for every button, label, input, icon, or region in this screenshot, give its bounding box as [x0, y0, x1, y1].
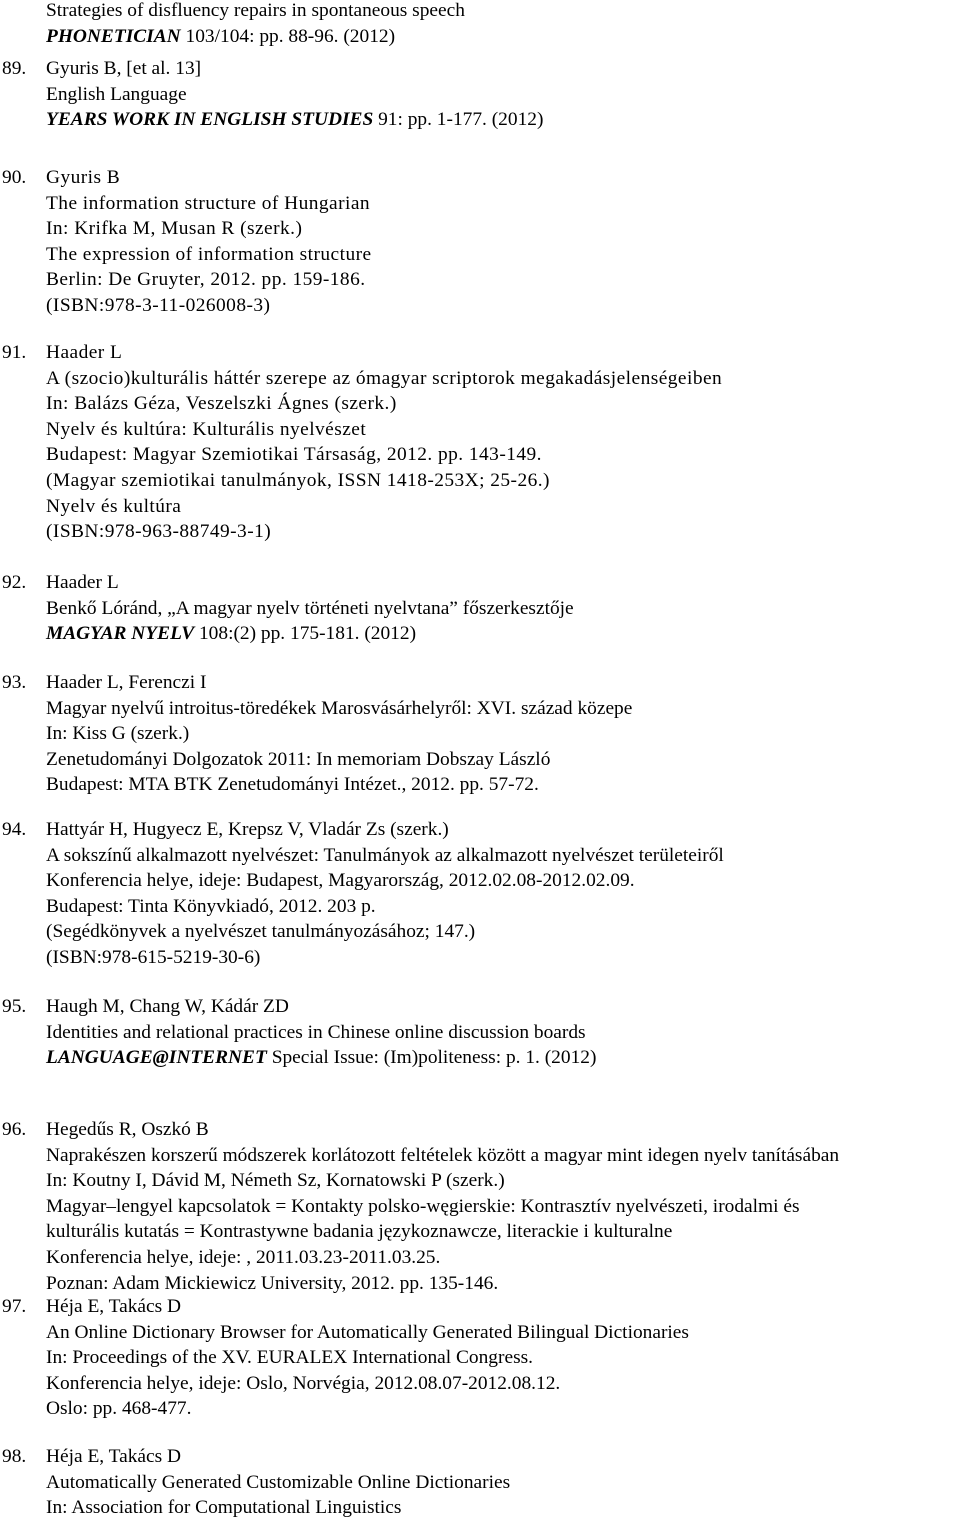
entry-text: Haugh M, Chang W, Kádár ZD [46, 996, 289, 1017]
entry-line [46, 340, 122, 365]
entry-line [46, 24, 395, 49]
entry-line [46, 468, 550, 493]
entry-line [46, 894, 376, 919]
entry-line [46, 1117, 209, 1142]
entry-text: (Magyar szemiotikai tanulmányok, ISSN 1418-253X; 25-26.) [46, 470, 550, 491]
entry-line [46, 670, 206, 695]
entry-text: Special Issue: (Im)politeness: p. 1. (2012) [266, 1047, 597, 1069]
entry-line [46, 1045, 596, 1070]
entry-line [46, 519, 271, 544]
entry-text: Nyelv és kultúra [46, 495, 182, 517]
entry-number: 89. [2, 58, 27, 79]
entry-text: Magyar–lengyel kapcsolatok = Kontakty polsko-węgierskie: Kontrasztív nyelvészeti, irodalmi és [46, 1195, 800, 1217]
journal-title: LANGUAGE@INTERNET [46, 1047, 267, 1069]
entry-text: kulturális kutatás = Kontrastywne badania językoznawcze, literackie i kulturalne [46, 1221, 673, 1243]
entry-line [46, 945, 260, 970]
entry-text: In: Koutny I, Dávid M, Németh Sz, Kornatowski P (szerk.) [46, 1170, 505, 1192]
entry-line [46, 267, 366, 292]
entry-line [46, 1345, 533, 1370]
entry-line [46, 747, 550, 772]
entry-line [46, 596, 574, 621]
entry-line [46, 1371, 560, 1396]
entry-text: Konferencia helye, ideje: Budapest, Magyarország, 2012.02.08-2012.02.09. [46, 870, 635, 892]
entry-text: A sokszínű alkalmazott nyelvészet: Tanulmányok az alkalmazott nyelvészet területeiről [46, 844, 724, 866]
entry-text: An Online Dictionary Browser for Automatically Generated Bilingual Dictionaries [46, 1321, 689, 1343]
entry-text: In: Kiss G (szerk.) [46, 723, 190, 745]
entry-line [46, 621, 416, 646]
entry-line [46, 1396, 191, 1421]
entry-text: English Language [46, 83, 187, 105]
entry-text: (Segédkönyvek a nyelvészet tanulmányozásához; 147.) [46, 921, 476, 943]
entry-text: In: Proceedings of the XV. EURALEX International Congress. [46, 1347, 534, 1369]
entry-line [46, 868, 635, 893]
entry-line [46, 56, 201, 81]
entry-line [46, 1219, 672, 1244]
entry-line [46, 1143, 839, 1168]
journal-title: YEARS WORK IN ENGLISH STUDIES [46, 109, 374, 131]
entry-text: Automatically Generated Customizable Online Dictionaries [46, 1471, 511, 1493]
entry-line [46, 216, 302, 241]
entry-text: The expression of information structure [46, 243, 372, 265]
entry-number: 98. [2, 1446, 27, 1467]
entry-number: 94. [2, 819, 27, 840]
entry-text: In: Balázs Géza, Veszelszki Ágnes (szerk.) [46, 393, 397, 415]
entry-text: The information structure of Hungarian [46, 192, 371, 214]
entry-line [46, 165, 120, 190]
entry-text: Budapest: MTA BTK Zenetudományi Intézet., 2012. pp. 57-72. [46, 774, 539, 796]
entry-text: Strategies of disfluency repairs in spontaneous speech [46, 0, 465, 21]
entry-text: 108:(2) pp. 175-181. (2012) [194, 623, 417, 645]
entry-text: 103/104: pp. 88-96. (2012) [180, 25, 396, 47]
entry-text: Hattyár H, Hugyecz E, Krepsz V, Vladár Zs (szerk.) [46, 819, 449, 840]
entry-line [46, 391, 397, 416]
entry-line [46, 570, 119, 595]
entry-text: (ISBN:978-3-11-026008-3) [46, 295, 271, 316]
entry-text: In: Association for Computational Linguistics [46, 1497, 402, 1519]
entry-line [46, 1495, 401, 1520]
entry-text: Haader L, Ferenczi I [46, 672, 207, 693]
entry-text: Benkő Lóránd, „A magyar nyelv történeti nyelvtana” főszerkesztője [46, 597, 574, 619]
entry-line [46, 0, 465, 23]
entry-line [46, 772, 539, 797]
entry-line [46, 817, 449, 842]
entry-number: 92. [2, 572, 27, 593]
entry-text: Hegedűs R, Oszkó B [46, 1119, 209, 1140]
entry-line [46, 1020, 586, 1045]
entry-line [46, 1320, 689, 1345]
entry-text: Gyuris B, [et al. 13] [46, 58, 202, 79]
entry-text: Haader L [46, 572, 119, 593]
entry-number: 97. [2, 1296, 27, 1317]
entry-text: Poznan: Adam Mickiewicz University, 2012. pp. 135-146. [46, 1272, 499, 1294]
entry-line [46, 1271, 498, 1296]
entry-line [46, 242, 372, 267]
entry-number: 96. [2, 1119, 27, 1140]
entry-line [46, 107, 543, 132]
entry-line [46, 494, 181, 519]
entry-text: (ISBN:978-963-88749-3-1) [46, 521, 272, 543]
entry-line [46, 417, 366, 442]
entry-number: 93. [2, 672, 27, 693]
entry-text: Nyelv és kultúra: Kulturális nyelvészet [46, 418, 367, 440]
entry-text: (ISBN:978-615-5219-30-6) [46, 947, 261, 968]
entry-text: Oslo: pp. 468-477. [46, 1398, 192, 1420]
entry-text: Berlin: De Gruyter, 2012. pp. 159-186. [46, 269, 366, 291]
entry-text: Héja E, Takács D [46, 1296, 182, 1317]
entry-line [46, 994, 289, 1019]
entry-text: Konferencia helye, ideje: , 2011.03.23-2011.03.25. [46, 1247, 441, 1268]
entry-number: 95. [2, 996, 27, 1017]
entry-text: Identities and relational practices in Chinese online discussion boards [46, 1021, 586, 1043]
entry-text: Konferencia helye, ideje: Oslo, Norvégia, 2012.08.07-2012.08.12. [46, 1372, 561, 1394]
entry-number: 90. [2, 167, 27, 188]
journal-title: PHONETICIAN [46, 25, 181, 47]
entry-line [46, 1294, 181, 1319]
entry-text: Budapest: Tinta Könyvkiadó, 2012. 203 p. [46, 895, 376, 917]
entry-line [46, 1444, 181, 1469]
entry-line [46, 696, 632, 721]
entry-line [46, 721, 189, 746]
entry-line [46, 293, 270, 318]
entry-text: 91: pp. 1-177. (2012) [373, 109, 544, 131]
entry-text: Naprakészen korszerű módszerek korlátozott feltételek között a magyar mint idegen nyelv tanításában [46, 1144, 840, 1166]
entry-line [46, 1168, 505, 1193]
entry-line [46, 366, 722, 391]
entry-text: Zenetudományi Dolgozatok 2011: In memoriam Dobszay László [46, 748, 551, 770]
entry-line [46, 1470, 510, 1495]
entry-line [46, 442, 542, 467]
entry-line [46, 1245, 440, 1270]
entry-text: In: Krifka M, Musan R (szerk.) [46, 218, 303, 240]
entry-text: A (szocio)kulturális háttér szerepe az ómagyar scriptorok megakadásjelenségeiben [46, 367, 723, 389]
entry-line [46, 82, 187, 107]
entry-line [46, 191, 370, 216]
entry-text: Budapest: Magyar Szemiotikai Társaság, 2012. pp. 143-149. [46, 444, 542, 466]
entry-text: Magyar nyelvű introitus-töredékek Marosvásárhelyről: XVI. század közepe [46, 697, 633, 719]
entry-text: Gyuris B [46, 167, 121, 188]
entry-line [46, 843, 724, 868]
entry-line [46, 1194, 800, 1219]
entry-text: Héja E, Takács D [46, 1446, 182, 1467]
entry-line [46, 919, 475, 944]
entry-text: Haader L [46, 342, 123, 363]
entry-number: 91. [2, 342, 27, 363]
journal-title: MAGYAR NYELV [46, 623, 195, 645]
